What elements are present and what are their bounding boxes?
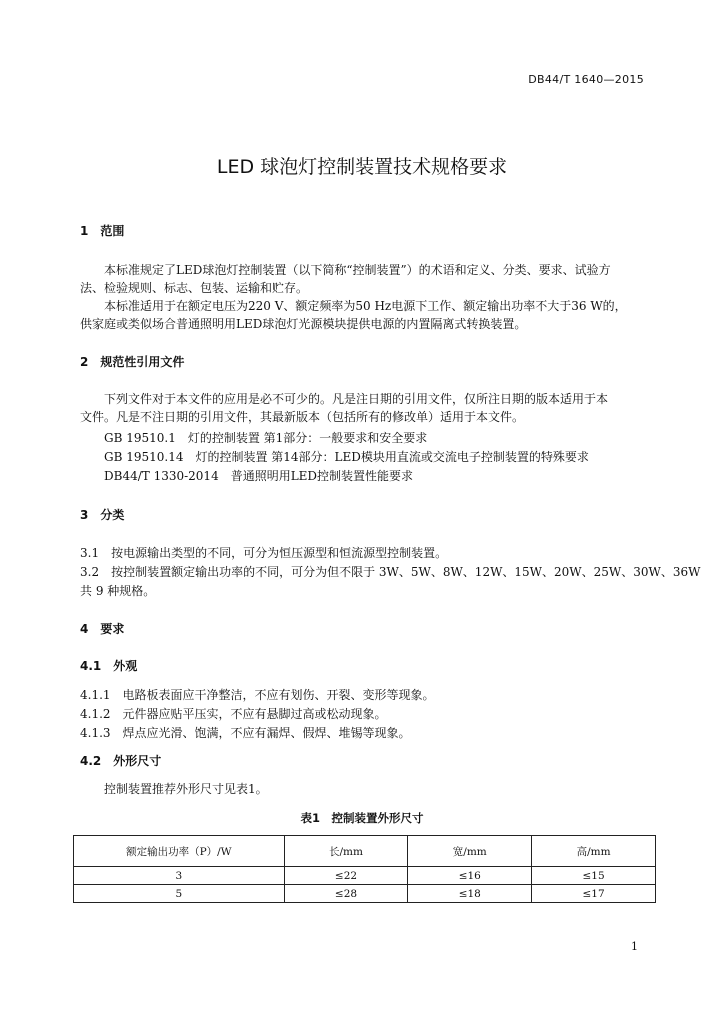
reference-item: GB 19510.1 灯的控制装置 第1部分：一般要求和安全要求 [104,431,428,445]
table-cell: ≤22 [284,867,408,885]
column-header: 宽/mm [408,836,532,867]
clause-4-2-text: 控制装置推荐外形尺寸见表1。 [104,782,268,796]
section-1-para-1-line-1: 本标准规定了LED球泡灯控制装置（以下简称“控制装置”）的术语和定义、分类、要求、试验方 [104,263,611,277]
document-title: LED 球泡灯控制装置技术规格要求 [216,156,508,178]
section-2-para-line-1: 下列文件对于本文件的应用是必不可少的。凡是注日期的引用文件，仅所注日期的版本适用于本 [104,392,609,406]
table-row [74,867,656,885]
table-cell: 3 [74,867,285,885]
clause-3-1: 3.1 按电源输出类型的不同，可分为恒压源型和恒流源型控制装置。 [80,546,448,560]
section-1-para-2-line-2: 供家庭或类似场合普通照明用LED球泡灯光源模块提供电源的内置隔离式转换装置。 [80,317,527,331]
section-1-heading: 1 范围 [80,224,125,238]
column-header: 额定输出功率（P）/W [74,836,285,867]
clause-4-1-heading: 4.1 外观 [80,659,138,673]
page-number: 1 [631,940,638,953]
section-2-heading: 2 规范性引用文件 [80,355,185,369]
reference-item: GB 19510.14 灯的控制装置 第14部分：LED模块用直流或交流电子控制装置的特殊要求 [104,450,589,464]
standard-number: DB44/T 1640—2015 [528,73,644,86]
clause-4-1-1: 4.1.1 电路板表面应干净整洁，不应有划伤、开裂、变形等现象。 [80,688,435,702]
table-row [74,885,656,903]
section-3-heading: 3 分类 [80,508,125,522]
clause-4-1-2: 4.1.2 元件器应贴平压实，不应有悬脚过高或松动现象。 [80,707,387,721]
clause-4-1-3: 4.1.3 焊点应光滑、饱满，不应有漏焊、假焊、堆锡等现象。 [80,726,411,740]
table-cell: ≤18 [408,885,532,903]
table-cell: ≤28 [284,885,408,903]
table-cell: ≤16 [408,867,532,885]
table-header-row [74,836,656,867]
table-cell: ≤15 [532,867,656,885]
table-cell: ≤17 [532,885,656,903]
section-4-heading: 4 要求 [80,622,125,636]
clause-3-2-line-1: 3.2 按控制装置额定输出功率的不同，可分为但不限于 3W、5W、8W、12W、15W、20W、25W、30W、36W [80,565,701,579]
section-2-para-line-2: 文件。凡是不注日期的引用文件，其最新版本（包括所有的修改单）适用于本文件。 [80,410,525,424]
column-header: 高/mm [532,836,656,867]
section-1-para-2-line-1: 本标准适用于在额定电压为220 V、额定频率为50 Hz电源下工作、额定输出功率不大于36 W的， [104,299,627,313]
table-cell: 5 [74,885,285,903]
dimensions-table [73,835,656,903]
section-1-para-1-line-2: 法、检验规则、标志、包装、运输和贮存。 [80,281,309,295]
column-header: 长/mm [284,836,408,867]
table-caption: 表1 控制装置外形尺寸 [300,811,424,825]
reference-item: DB44/T 1330-2014 普通照明用LED控制装置性能要求 [104,469,414,483]
clause-4-2-heading: 4.2 外形尺寸 [80,754,162,768]
clause-3-2-line-2: 共 9 种规格。 [80,584,156,598]
